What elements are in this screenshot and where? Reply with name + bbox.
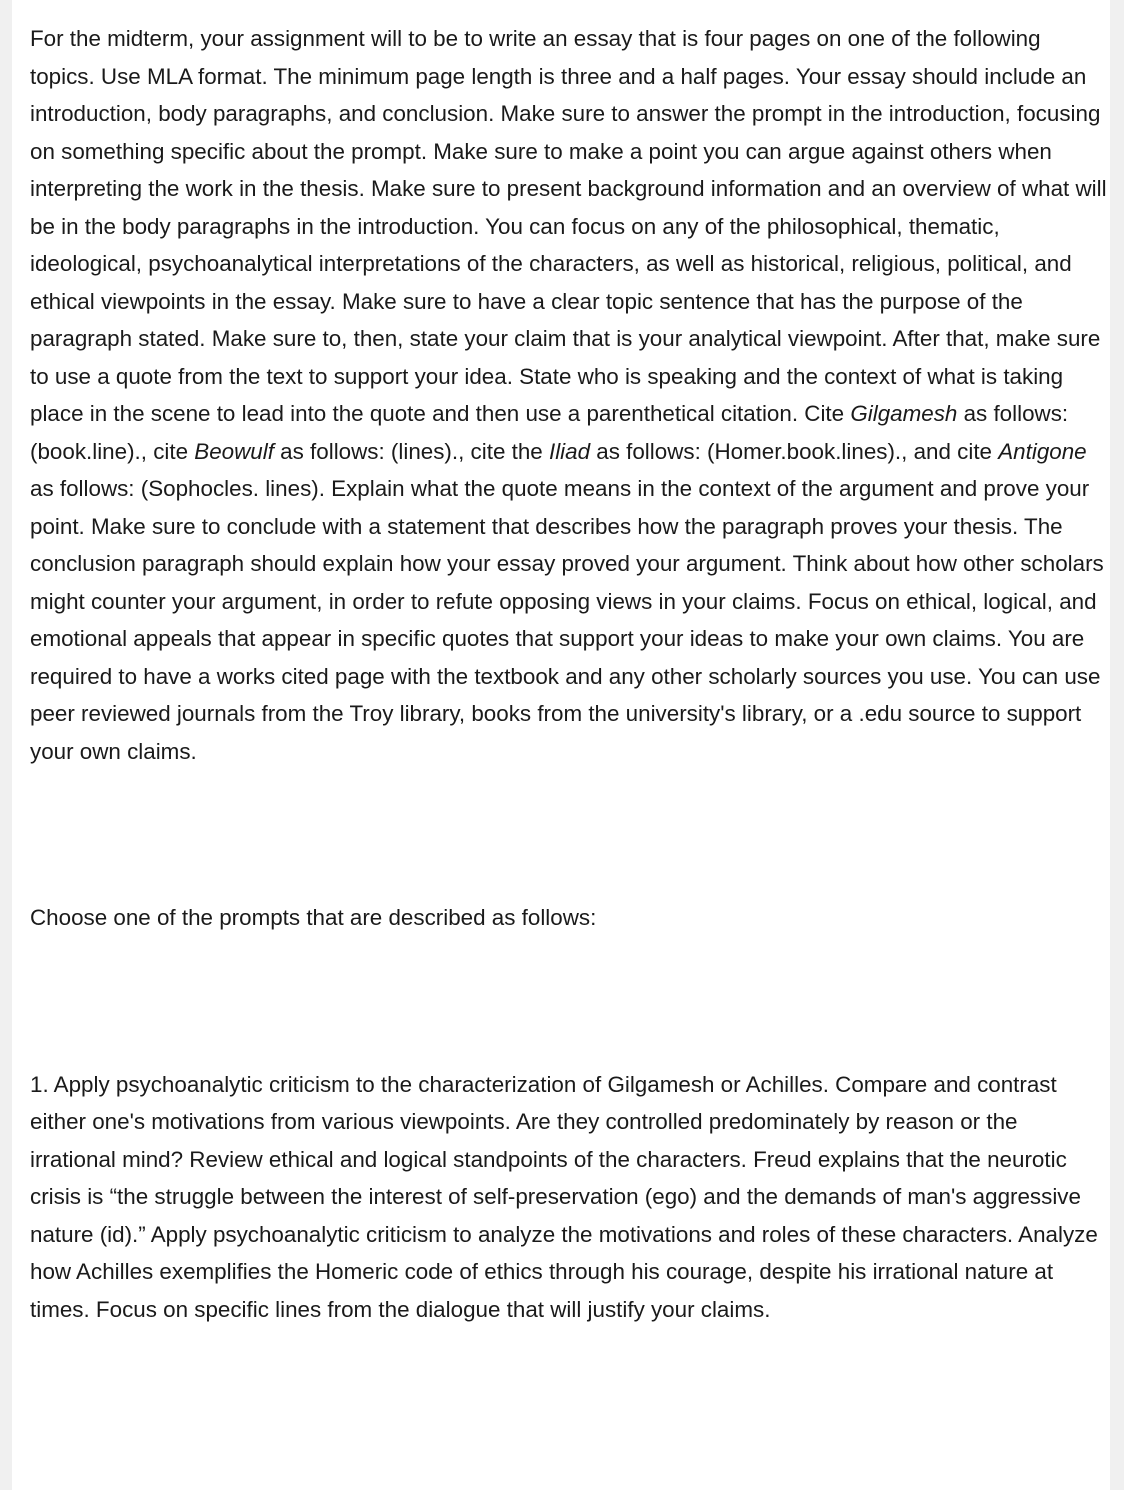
instructions-text: as follows: (Homer.book.lines)., and cite [590, 438, 999, 464]
assignment-instructions-paragraph [30, 20, 1108, 770]
instructions-text: as follows: (lines)., cite the [273, 438, 549, 464]
title-gilgamesh: Gilgamesh [850, 401, 958, 426]
instructions-text: For the midterm, your assignment will to be to write an essay that is four pages on one of the following topics. Use MLA format. The minimum page length is three and a half pages. Your essay should include an introduction, body paragraphs, and conclusion. Make sure to answer the prompt in the introduction, focusing on something specific about the prompt. Make sure to make a point you can argue against others when interpreting the work in the thesis. Make sure to present background information and an overview of what will be in the body paragraphs in the introduction. You can focus on any of the philosophical, thematic, ideological, psychoanalytical interpretations of the characters, as well as historical, religious, political, and ethical viewpoints in the essay. Make sure to have a clear topic sentence that has the purpose of the paragraph stated. Make sure to, then, state your claim that is your analytical viewpoint. After that, make sure to use a quote from the text to support your idea. State who is speaking and the context of what is taking place in the scene to lead into the quote and then use a parenthetical citation. Cite [30, 26, 1107, 426]
title-beowulf: Beowulf [194, 438, 274, 464]
choose-prompt-heading: Choose one of the prompts that are described as follows: [30, 905, 597, 930]
document-page [12, 0, 1110, 1490]
prompt-1-paragraph: 1. Apply psychoanalytic criticism to the characterization of Gilgamesh or Achilles. Compare and contrast either one's motivations from various viewpoints. Are they controlled predominately by reason or the irrational mind? Review ethical and logical standpoints of the characters. Freud explains that the neurotic crisis is “the struggle between the interest of self-preservation (ego) and the demands of man's aggressive nature (id).” Apply psychoanalytic criticism to analyze the motivations and roles of these characters. Analyze how Achilles exemplifies the Homeric code of ethics through his courage, despite his irrational nature at times. Focus on specific lines from the dialogue that will justify your claims. [30, 1071, 1098, 1322]
title-antigone: Antigone [998, 438, 1087, 464]
instructions-text: as follows: (book.line)., cite [30, 401, 1069, 464]
instructions-text: as follows: (Sophocles. lines). Explain what the quote means in the context of the argument and prove your point. Make sure to conclude with a statement that describes how the paragraph proves your thesis. The conclusion paragraph should explain how your essay proved your argument. Think about how other scholars might counter your argument, in order to refute opposing views in your claims. Focus on ethical, logical, and emotional appeals that appear in specific quotes that support your ideas to make your own claims. You are required to have a works cited page with the textbook and any other scholarly sources you use. You can use peer reviewed journals from the Troy library, books from the university's library, or a .edu source to support your own claims. [30, 476, 1104, 764]
title-iliad: Iliad [548, 438, 591, 464]
